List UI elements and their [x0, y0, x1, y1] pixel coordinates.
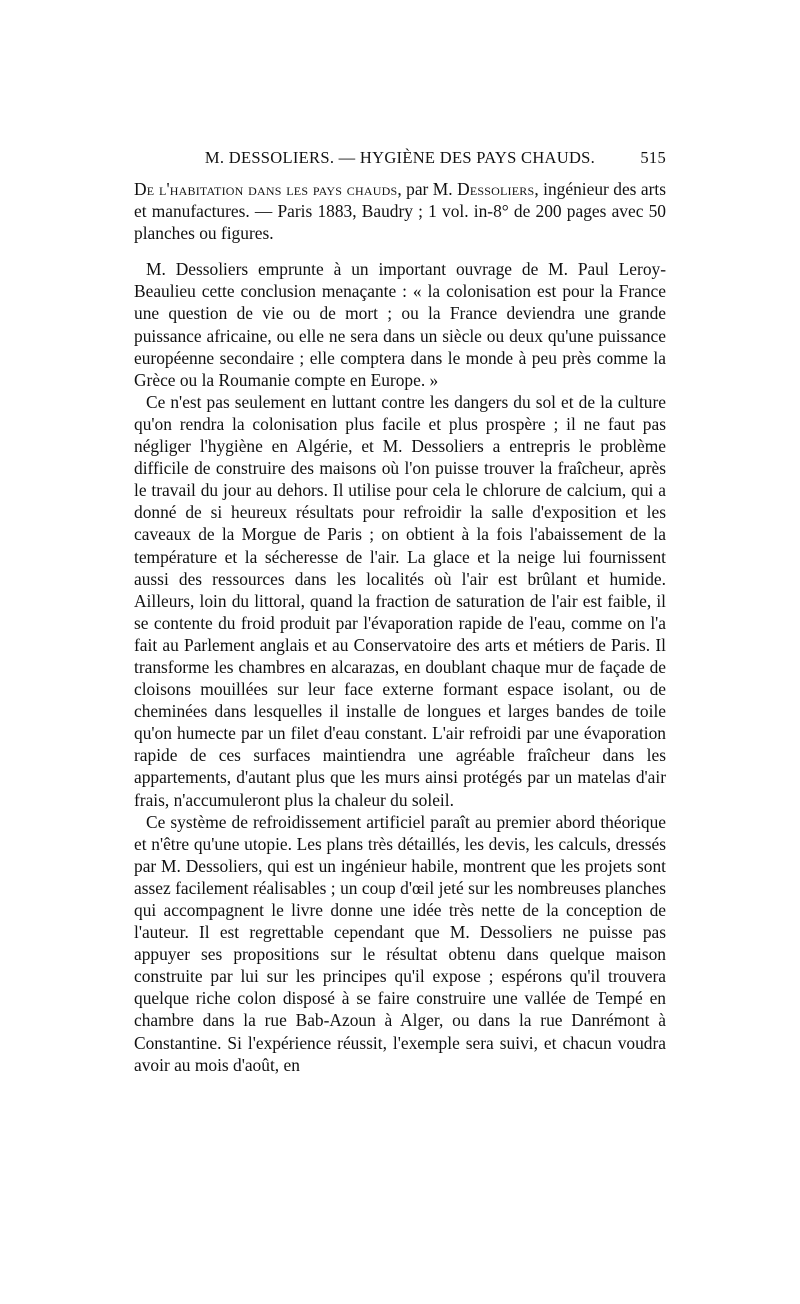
running-head-title: M. DESSOLIERS. — HYGIÈNE DES PAYS CHAUDS. [204, 148, 596, 167]
entry-author: Dessoliers [457, 179, 535, 199]
paragraph-quote: M. Dessoliers emprunte à un important ouvrage de M. Paul Leroy-Beaulieu cette conclusion menaçante : « la colonisation est pour la France une question de vie ou de mort ; ou la France deviendra une grande puissance africaine, ou elle ne sera dans un siècle ou deux qu'une puissance européenne secondaire ; elle comptera dans le monde à peu près comme la Grèce ou la Roumanie compte en Europe. » [134, 259, 666, 390]
running-head [134, 148, 666, 168]
paragraph-method: Ce n'est pas seulement en luttant contre les dangers du sol et de la culture qu'on rendra la colonisation plus facile et plus prospère ; il ne faut pas négliger l'hygiène en Algérie, et M. Dessoliers a entrepris le problème difficile de construire des maisons où l'on puisse trouver la fraîcheur, après le travail du jour au dehors. Il utilise pour cela le chlorure de calcium, qui a donné de si heureux résultats pour refroidir la salle d'exposition et les caveaux de la Morgue de Paris ; on obtient à la fois l'abaissement de la température et la sécheresse de l'air. La glace et la neige lui fournissent aussi des ressources dans les localités où l'air est brûlant et humide. Ailleurs, loin du littoral, quand la fraction de saturation de l'air est faible, il se contente du froid produit par l'évaporation rapide de l'eau, comme on l'a fait au Parlement anglais et au Conservatoire des arts et métiers de Paris. Il transforme les chambres en alcarazas, en doublant chaque mur de façade de cloisons mouillées sur leur face externe formant espace isolant, ou de cheminées dans lesquelles il installe de longues et larges bandes de toile qu'on humecte par un filet d'eau constant. L'air refroidi par une évaporation rapide de ces surfaces maintiendra une agréable fraîcheur dans les appartements, d'autant plus que les murs ainsi protégés par un matelas d'air frais, n'accumuleront plus la chaleur du soleil. [134, 391, 666, 810]
bibliographic-entry [134, 178, 666, 244]
paragraph-evaluation: Ce système de refroidissement artificiel paraît au premier abord théorique et n'être qu'une utopie. Les plans très détaillés, les devis, les calculs, dressés par M. Dessoliers, qui est un ingénieur habile, montrent que les projets sont assez facilement réalisables ; un coup d'œil jeté sur les nombreuses planches qui accompagnent le livre donne une idée très nette de la conception de l'auteur. Il est regrettable cependant que M. Dessoliers ne puisse pas appuyer ses propositions sur le résultat obtenu dans quelque maison construite par lui sur les principes qu'il expose ; espérons qu'il trouvera quelque riche colon disposé à se faire construire une vallée de Tempé en chambre dans la rue Bab-Azoun à Alger, ou dans la rue Danrémont à Constantine. Si l'expérience réussit, l'exemple sera suivi, et chacun voudra avoir au mois d'août, en [134, 811, 666, 1075]
entry-title: De l'habitation dans les pays chauds [134, 179, 398, 199]
page-number: 515 [640, 148, 666, 167]
entry-details: , ingénieur des arts et manufactures. — Paris 1883, Baudry ; 1 vol. in-8° de 200 pages avec 50 planches ou figures. [134, 179, 666, 244]
book-page [134, 148, 666, 1076]
entry-author-prefix: , par M. [397, 179, 458, 199]
